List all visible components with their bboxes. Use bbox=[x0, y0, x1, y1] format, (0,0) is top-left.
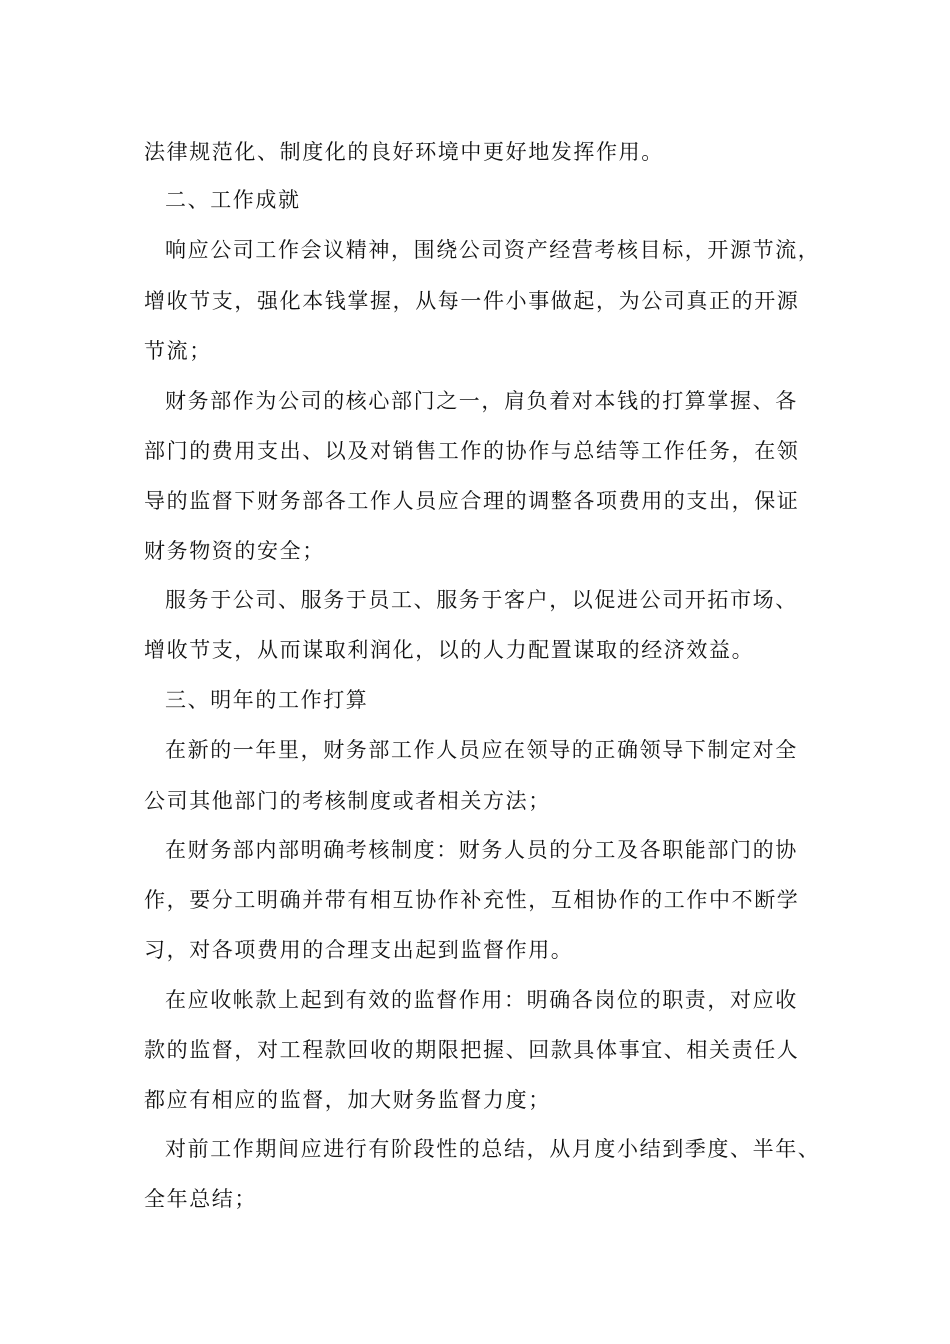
paragraph-line: 对前工作期间应进行有阶段性的总结，从月度小结到季度、半年、 bbox=[165, 1137, 821, 1161]
paragraph-line: 在应收帐款上起到有效的监督作用：明确各岗位的职责，对应收 bbox=[165, 988, 798, 1012]
paragraph-line: 节流； bbox=[144, 339, 212, 363]
paragraph-line: 增收节支，从而谋取利润化，以的人力配置谋取的经济效益。 bbox=[144, 638, 755, 662]
paragraph-line: 习，对各项费用的合理支出起到监督作用。 bbox=[144, 938, 574, 962]
paragraph-line: 财务部作为公司的核心部门之一，肩负着对本钱的打算掌握、各 bbox=[165, 389, 798, 413]
paragraph-line: 公司其他部门的考核制度或者相关方法； bbox=[144, 789, 551, 813]
paragraph-line: 财务物资的安全； bbox=[144, 539, 325, 563]
section-heading-achievements: 二、工作成就 bbox=[165, 188, 301, 212]
section-heading-next-year-plan: 三、明年的工作打算 bbox=[165, 688, 369, 712]
paragraph-line: 全年总结； bbox=[144, 1187, 257, 1211]
paragraph-line: 法律规范化、制度化的良好环境中更好地发挥作用。 bbox=[144, 140, 664, 164]
paragraph-line: 响应公司工作会议精神，围绕公司资产经营考核目标，开源节流， bbox=[165, 238, 821, 262]
paragraph-line: 增收节支，强化本钱掌握，从每一件小事做起，为公司真正的开源 bbox=[144, 289, 800, 313]
paragraph-line: 在新的一年里，财务部工作人员应在领导的正确领导下制定对全 bbox=[165, 738, 798, 762]
paragraph-line: 部门的费用支出、以及对销售工作的协作与总结等工作任务，在领 bbox=[144, 439, 800, 463]
paragraph-line: 款的监督，对工程款回收的期限把握、回款具体事宜、相关责任人 bbox=[144, 1038, 800, 1062]
paragraph-line: 都应有相应的监督，加大财务监督力度； bbox=[144, 1088, 551, 1112]
paragraph-line: 服务于公司、服务于员工、服务于客户，以促进公司开拓市场、 bbox=[165, 588, 798, 612]
paragraph-line: 作，要分工明确并带有相互协作补充性，互相协作的工作中不断学 bbox=[144, 888, 800, 912]
paragraph-line: 在财务部内部明确考核制度：财务人员的分工及各职能部门的协 bbox=[165, 838, 798, 862]
paragraph-line: 导的监督下财务部各工作人员应合理的调整各项费用的支出，保证 bbox=[144, 489, 800, 513]
